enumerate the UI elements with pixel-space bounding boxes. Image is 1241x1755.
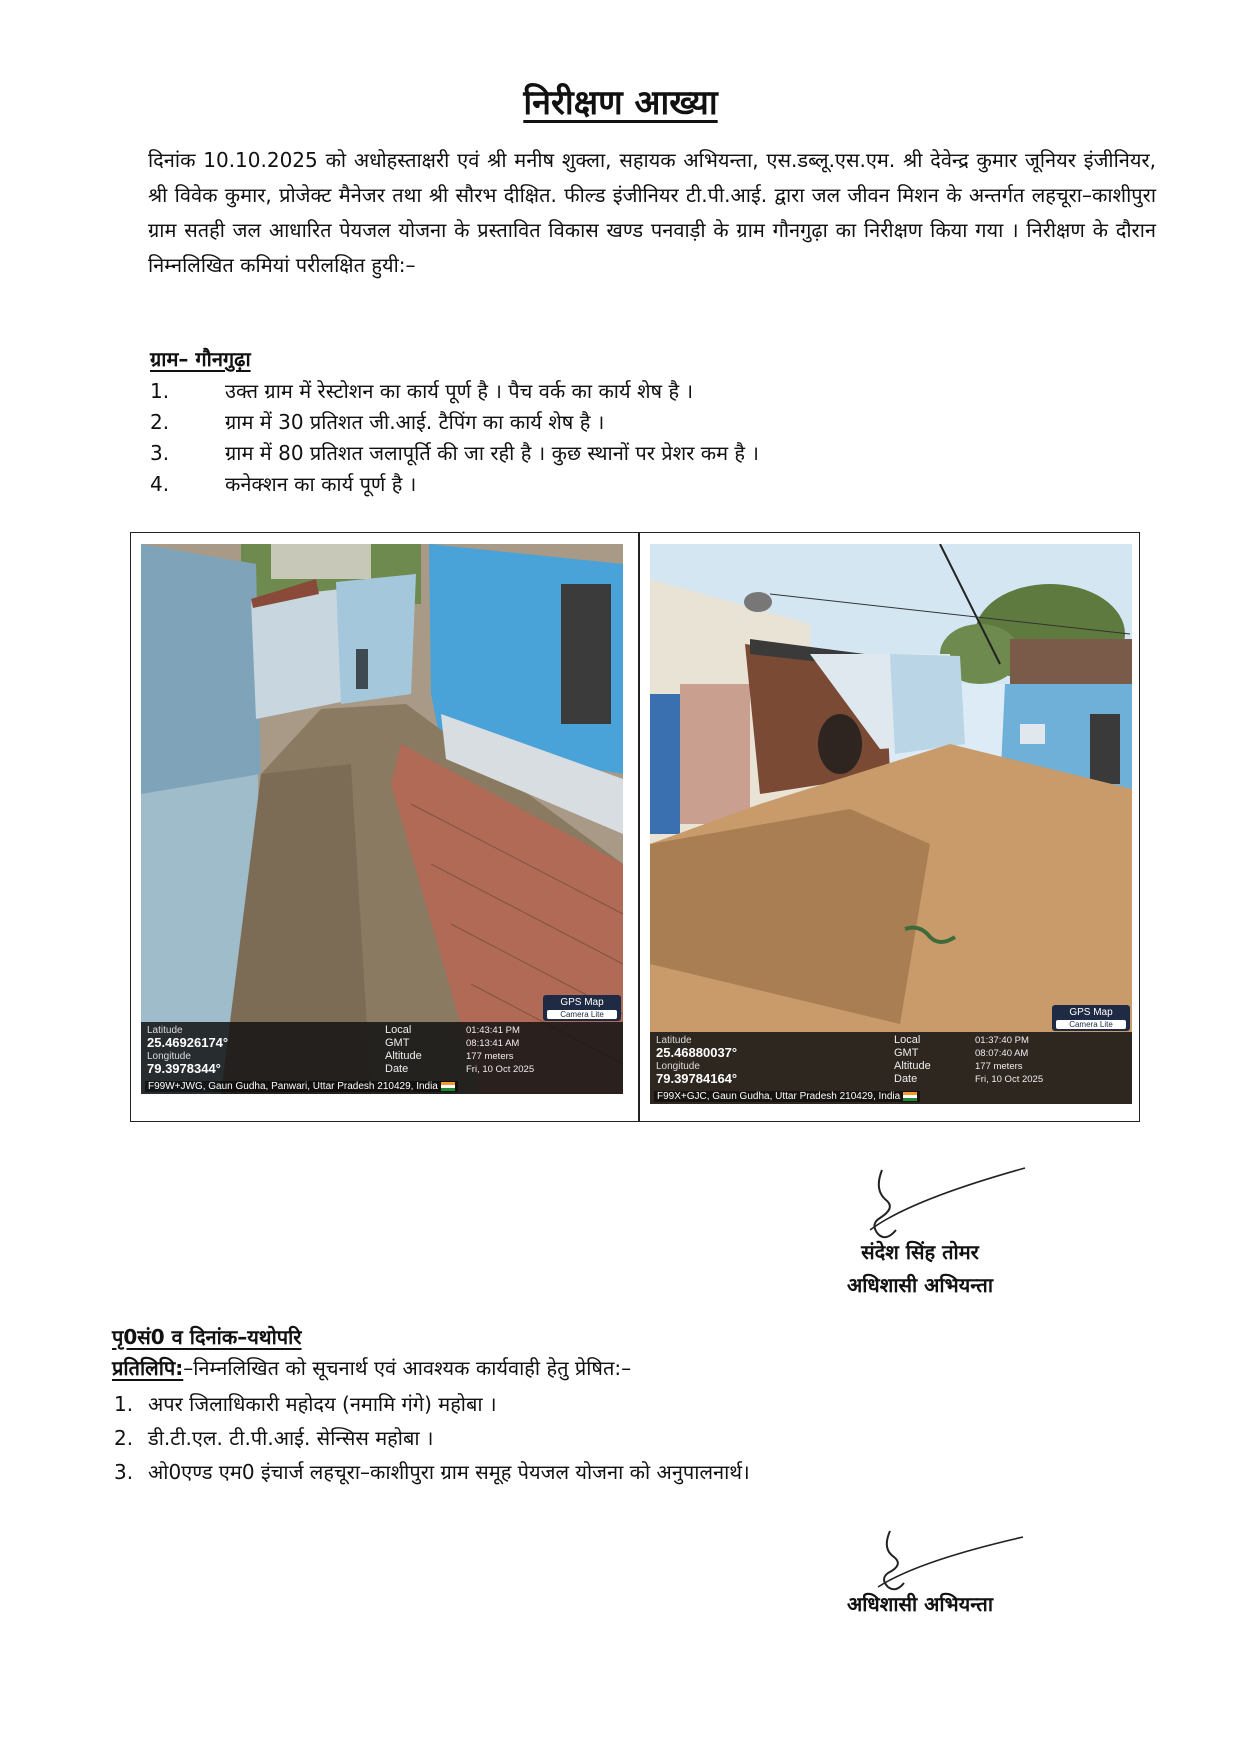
site-photo-lane bbox=[141, 544, 623, 1094]
photo-table bbox=[130, 532, 1140, 1122]
gps-map-badge bbox=[543, 995, 621, 1021]
gmt-label: GMT bbox=[385, 1037, 410, 1049]
gps-badge-sub: Camera Lite bbox=[1056, 1020, 1126, 1029]
local-time-label: Local bbox=[894, 1034, 921, 1046]
gmt-value: 08:07:40 AM bbox=[975, 1048, 1029, 1059]
altitude-value: 177 meters bbox=[466, 1051, 514, 1062]
list-item bbox=[112, 1421, 1012, 1455]
local-time-value: 01:37:40 PM bbox=[975, 1035, 1029, 1046]
list-number: 1. bbox=[150, 379, 170, 403]
list-number: 3. bbox=[150, 441, 170, 465]
longitude-label: Longitude bbox=[656, 1061, 700, 1072]
finding-text: ग्राम में 80 प्रतिशत जलापूर्ति की जा रही है । कुछ स्थानों पर प्रेशर कम है । bbox=[225, 441, 759, 465]
signatory-designation: अधिशासी अभियन्ता bbox=[846, 1273, 994, 1297]
list-item bbox=[112, 1387, 1012, 1421]
gps-badge-sub: Camera Lite bbox=[547, 1010, 617, 1019]
local-time-value: 01:43:41 PM bbox=[466, 1025, 520, 1036]
gps-info-panel bbox=[650, 1032, 1132, 1104]
list-item bbox=[150, 438, 1050, 469]
signature-mark bbox=[860, 1160, 1030, 1250]
signatory-1 bbox=[820, 1238, 1020, 1298]
list-item bbox=[112, 1455, 1012, 1489]
latitude-value: 25.46926174° bbox=[147, 1035, 229, 1050]
date-value: Fri, 10 Oct 2025 bbox=[975, 1074, 1044, 1085]
gps-info-panel bbox=[141, 1022, 623, 1094]
list-item bbox=[150, 376, 1050, 407]
copy-recipient: अपर जिलाधिकारी महोदय (नमामि गंगे) महोबा । bbox=[148, 1392, 497, 1416]
reference-line: पृ0सं0 व दिनांक–यथोपरि bbox=[112, 1325, 302, 1349]
altitude-label: Altitude bbox=[385, 1050, 422, 1062]
gps-address-text: F99W+JWG, Gaun Gudha, Panwari, Uttar Pradesh 210429, India bbox=[148, 1081, 438, 1092]
findings-list bbox=[150, 376, 1050, 500]
list-item bbox=[150, 407, 1050, 438]
copy-recipient: ओ0एण्ड एम0 इंचार्ज लहचूरा–काशीपुरा ग्राम समूह पेयजल योजना को अनुपालनार्थ। bbox=[148, 1460, 750, 1484]
signatory-name: संदेश सिंह तोमर bbox=[861, 1240, 979, 1264]
copy-rest: –निम्नलिखित को सूचनार्थ एवं आवश्यक कार्यवाही हेतु प्रेषित:– bbox=[183, 1356, 632, 1380]
altitude-value: 177 meters bbox=[975, 1061, 1023, 1072]
local-time-label: Local bbox=[385, 1024, 412, 1036]
list-number: 3. bbox=[114, 1460, 134, 1484]
signatory-2 bbox=[820, 1590, 1020, 1617]
latitude-label: Latitude bbox=[147, 1025, 183, 1036]
date-label: Date bbox=[894, 1073, 918, 1085]
intro-paragraph: दिनांक 10.10.2025 को अधोहस्ताक्षरी एवं श्री मनीष शुक्ला, सहायक अभियन्ता, एस.डब्लू.एस.एम. श्री देवेन्द्र कुमार जूनियर इंजीनियर, श्री विवेक कुमार, प्रोजेक्ट मैनेजर तथा श्री सौरभ दीक्षित. फील्ड इंजीनियर टी.पी.आई. द्वारा जल जीवन मिशन के अन्तर्गत लहचूरा–काशीपुरा ग्राम सतही जल आधारित पेयजल योजना के प्रस्तावित विकास खण्ड पनवाड़ी के ग्राम गौनगुढ़ा का निरीक्षण किया गया । निरीक्षण के दौरान निम्नलिखित कमियां परीलक्षित हुयी:– bbox=[148, 148, 1156, 277]
latitude-value: 25.46880037° bbox=[656, 1045, 738, 1060]
finding-text: उक्त ग्राम में रेस्टोशन का कार्य पूर्ण है । पैच वर्क का कार्य शेष है । bbox=[225, 379, 694, 403]
gps-map-badge bbox=[1052, 1005, 1130, 1031]
list-number: 2. bbox=[150, 410, 170, 434]
list-number: 1. bbox=[114, 1392, 134, 1416]
report-title: निरीक्षण आख्या bbox=[523, 83, 718, 123]
longitude-value: 79.39784164° bbox=[656, 1071, 738, 1086]
copy-lead: प्रतिलिपि: bbox=[112, 1356, 184, 1380]
altitude-label: Altitude bbox=[894, 1060, 931, 1072]
date-value: Fri, 10 Oct 2025 bbox=[466, 1064, 535, 1075]
copy-to-line bbox=[112, 1354, 631, 1381]
list-number: 2. bbox=[114, 1426, 134, 1450]
finding-text: ग्राम में 30 प्रतिशत जी.आई. टैपिंग का कार्य शेष है । bbox=[225, 410, 605, 434]
date-label: Date bbox=[385, 1063, 409, 1075]
gps-badge-label: GPS Map bbox=[1069, 1007, 1113, 1018]
latitude-label: Latitude bbox=[656, 1035, 692, 1046]
list-item bbox=[150, 469, 1050, 500]
longitude-label: Longitude bbox=[147, 1051, 191, 1062]
site-photo-street bbox=[650, 544, 1132, 1104]
gmt-label: GMT bbox=[894, 1047, 919, 1059]
gps-badge-label: GPS Map bbox=[560, 997, 604, 1008]
copy-list bbox=[112, 1387, 1012, 1489]
copy-recipient: डी.टी.एल. टी.पी.आई. सेन्सिस महोबा । bbox=[148, 1426, 434, 1450]
signatory-designation: अधिशासी अभियन्ता bbox=[846, 1592, 994, 1616]
longitude-value: 79.3978344° bbox=[147, 1061, 221, 1076]
gps-address bbox=[654, 1091, 920, 1102]
india-flag-icon bbox=[903, 1092, 917, 1101]
gmt-value: 08:13:41 AM bbox=[466, 1038, 520, 1049]
india-flag-icon bbox=[441, 1082, 455, 1091]
village-heading: ग्राम– गौनगुढ़ा bbox=[150, 347, 251, 371]
photo-divider bbox=[638, 533, 640, 1121]
finding-text: कनेक्शन का कार्य पूर्ण है । bbox=[225, 472, 417, 496]
gps-address-text: F99X+GJC, Gaun Gudha, Uttar Pradesh 210429, India bbox=[657, 1091, 901, 1102]
list-number: 4. bbox=[150, 472, 170, 496]
gps-address bbox=[145, 1081, 458, 1092]
